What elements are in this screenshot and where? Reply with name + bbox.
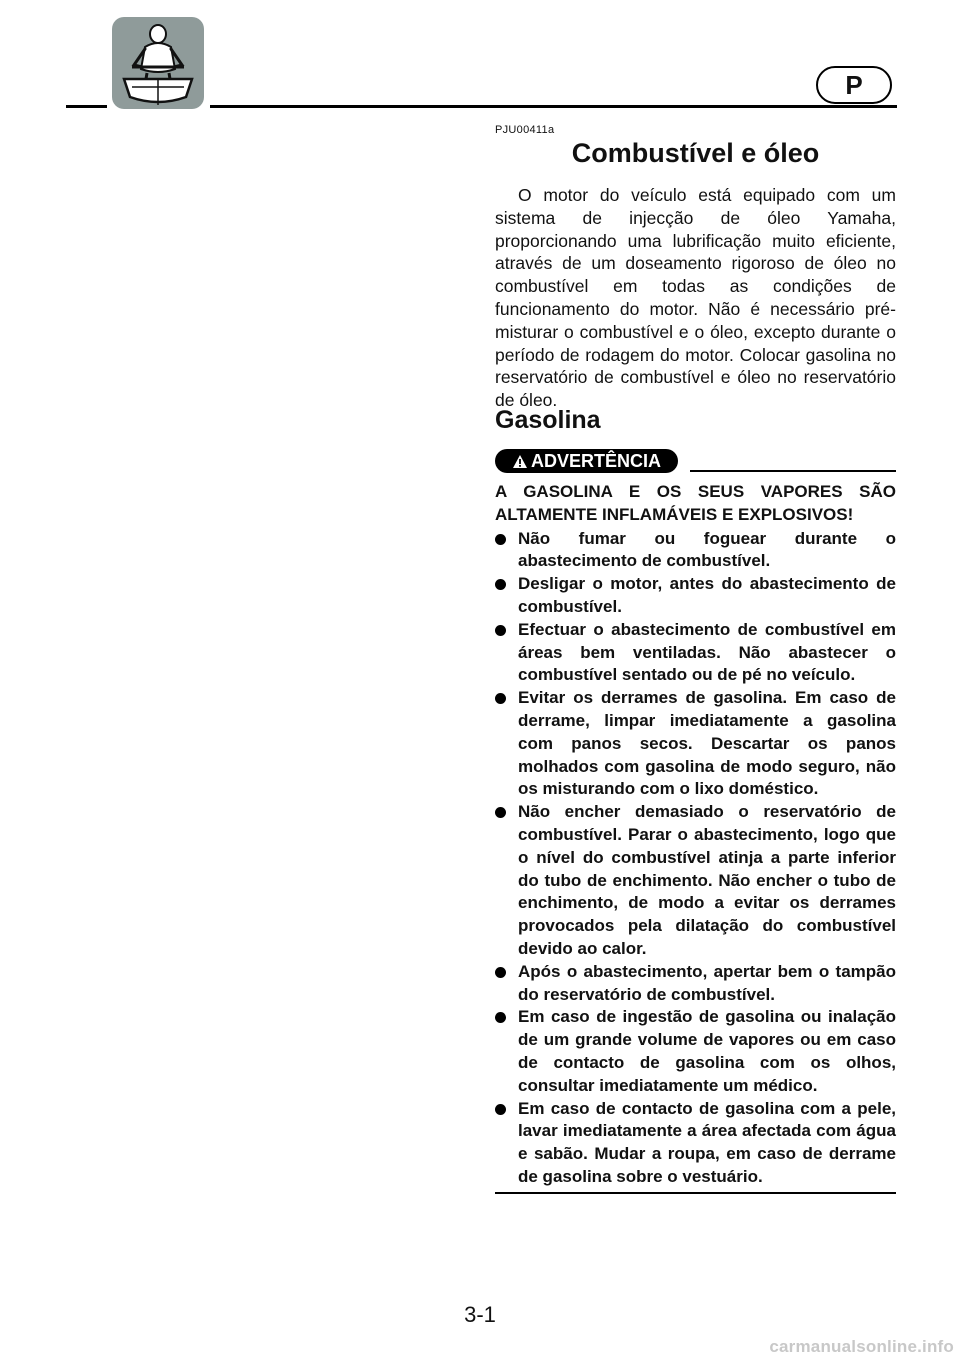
intro-paragraph: O motor do veículo está equipado com um sistema de injecção de óleo Yamaha, proporcionando uma lubrificação muito eficiente, através de um doseamento rigoroso de óleo no combustível em todas as condições de funcionamento do motor. Não é necessário pré-misturar o combustível e o óleo, excepto durante o período de rodagem do motor. Colocar gasolina no reservatório de combustível e óleo no reservatório de óleo. [495,185,896,411]
header-rule-right [210,105,897,108]
warning-label-text: ADVERTÊNCIA [530,451,661,471]
header-rule-left [66,105,107,108]
personal-watercraft-rider-icon [112,17,204,109]
warning-item: Não fumar ou foguear durante o abastecimento de combustível. [495,528,896,574]
page-title: Combustível e óleo [571,138,820,168]
bullet-icon [495,967,506,978]
warning-item: Evitar os derrames de gasolina. Em caso de derrame, limpar imediatamente a gasolina com panos secos. Descartar os panos molhados com gasolina de modo seguro, não os misturando com o lixo doméstico. [495,687,896,801]
section-heading: Gasolina [495,406,601,434]
language-badge: P [816,66,892,104]
bullet-icon [495,693,506,704]
warning-intro: A GASOLINA E OS SEUS VAPORES SÃO ALTAMENTE INFLAMÁVEIS E EXPLOSIVOS! [495,482,896,524]
bullet-icon [495,1104,506,1115]
bullet-icon [495,579,506,590]
bullet-icon [495,625,506,636]
bullet-icon [495,807,506,818]
bullet-icon [495,534,506,545]
bullet-icon [495,1012,506,1023]
warning-item: Em caso de contacto de gasolina com a pele, lavar imediatamente a área afectada com água e sabão. Mudar a roupa, em caso de derrame de gasolina sobre o vestuário. [495,1098,896,1189]
watermark: carmanualsonline.info [769,1337,954,1356]
warning-label [495,449,678,473]
page-number: 3-1 [464,1302,496,1327]
warning-item: Em caso de ingestão de gasolina ou inalação de um grande volume de vapores ou em caso de contacto de gasolina com os olhos, consultar imediatamente um médico. [495,1006,896,1097]
warning-item: Efectuar o abastecimento de combustível em áreas bem ventiladas. Não abastecer o combustível sentado ou de pé no veículo. [495,619,896,687]
warning-divider [690,470,896,472]
warning-item: Após o abastecimento, apertar bem o tampão do reservatório de combustível. [495,961,896,1007]
warning-end-divider [495,1192,896,1194]
document-code: PJU00411a [495,124,555,136]
warning-triangle-icon [512,454,528,469]
warning-item: Não encher demasiado o reservatório de combustível. Parar o abastecimento, logo que o nível do combustível atinja a parte inferior do tubo de enchimento. Não encher o tubo de enchimento, de modo a evitar os derrames provocados pela dilatação do combustível devido ao calor. [495,801,896,961]
warning-item: Desligar o motor, antes do abastecimento de combustível. [495,573,896,619]
warning-body [495,481,896,1189]
